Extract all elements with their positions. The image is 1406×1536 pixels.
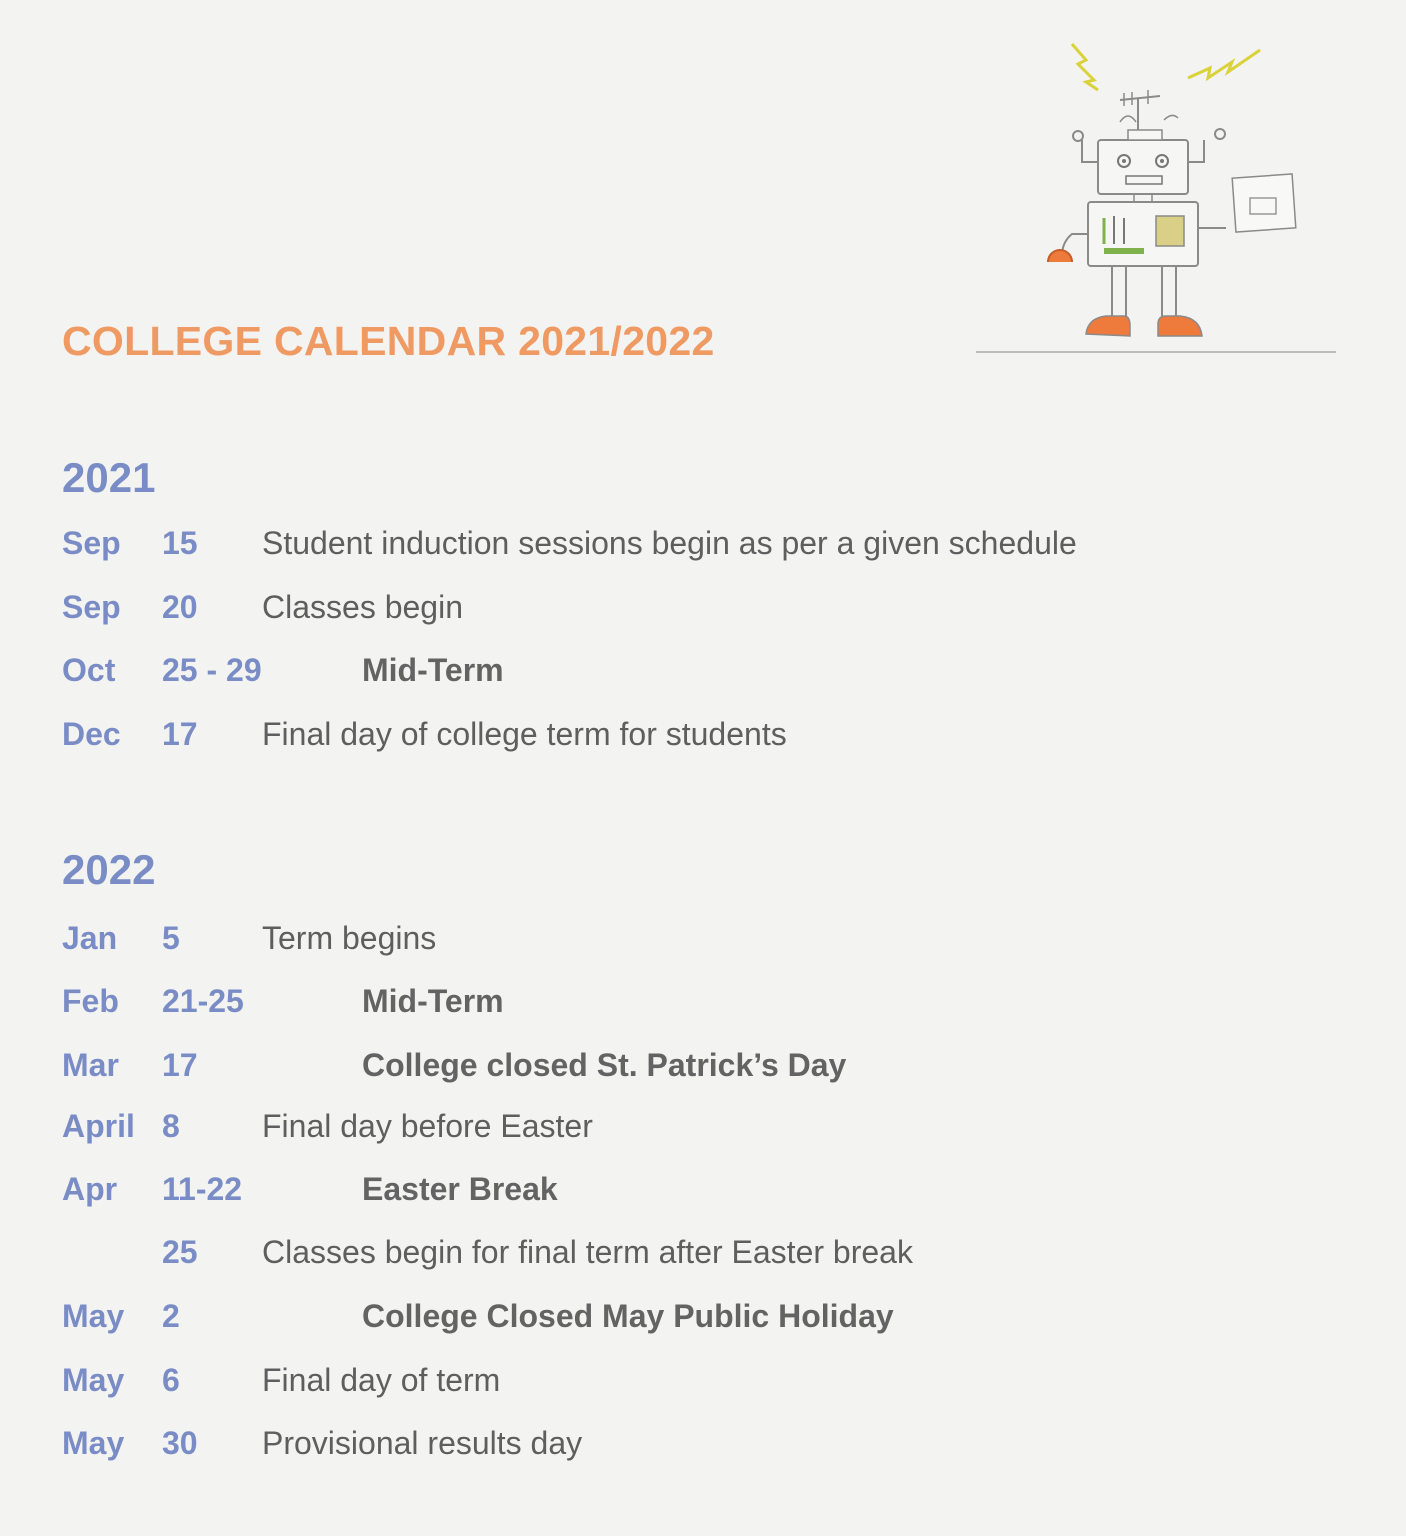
year-heading: 2022 xyxy=(62,846,156,893)
calendar-entry xyxy=(0,1425,1406,1469)
calendar-entry xyxy=(0,1298,1406,1342)
entry-event: Student induction sessions begin as per a given schedule xyxy=(262,525,1077,561)
entry-month: Mar xyxy=(62,1047,119,1083)
calendar-entry xyxy=(0,652,1406,696)
entry-event: Term begins xyxy=(262,920,437,956)
entry-month: April xyxy=(62,1108,135,1144)
entry-month: Sep xyxy=(62,589,121,625)
lightning-bolt-icon xyxy=(1188,50,1260,78)
entry-day: 25 xyxy=(162,1234,198,1270)
entry-day: 30 xyxy=(162,1425,198,1461)
entry-day: 17 xyxy=(162,716,198,752)
year-heading: 2021 xyxy=(62,454,156,501)
entry-event: Easter Break xyxy=(362,1171,558,1207)
calendar-entry xyxy=(0,1171,1406,1215)
entry-month: May xyxy=(62,1362,125,1398)
entry-day: 15 xyxy=(162,525,198,561)
entry-day: 20 xyxy=(162,589,198,625)
entry-month: Sep xyxy=(62,525,121,561)
robot-illustration xyxy=(1020,38,1320,358)
entry-event: Mid-Term xyxy=(362,983,504,1019)
entry-day: 25 - 29 xyxy=(162,652,262,688)
calendar-entry xyxy=(0,1234,1406,1278)
robot-icon xyxy=(1020,38,1320,358)
page-title: COLLEGE CALENDAR 2021/2022 xyxy=(62,318,715,364)
entry-month: Jan xyxy=(62,920,118,956)
entry-month: Oct xyxy=(62,652,116,688)
entry-event: College Closed May Public Holiday xyxy=(362,1298,894,1334)
entry-day: 17 xyxy=(162,1047,198,1083)
calendar-entry xyxy=(0,716,1406,760)
calendar-entry xyxy=(0,589,1406,633)
entry-event: Final day before Easter xyxy=(262,1108,593,1144)
entry-month: Dec xyxy=(62,716,121,752)
entry-event: Classes begin xyxy=(262,589,463,625)
divider xyxy=(976,351,1336,353)
calendar-entry xyxy=(0,920,1406,964)
calendar-entry xyxy=(0,1108,1406,1152)
entry-event: Provisional results day xyxy=(262,1425,583,1461)
entry-month: Apr xyxy=(62,1171,118,1207)
entry-event: Classes begin for final term after Easter break xyxy=(262,1234,913,1270)
entry-day: 11-22 xyxy=(162,1171,243,1207)
entry-event: Final day of term xyxy=(262,1362,501,1398)
entry-day: 2 xyxy=(162,1298,180,1334)
calendar-entry xyxy=(0,1362,1406,1406)
entry-event: College closed St. Patrick’s Day xyxy=(362,1047,847,1083)
entry-day: 21-25 xyxy=(162,983,244,1019)
calendar-entry xyxy=(0,525,1406,569)
entry-day: 5 xyxy=(162,920,180,956)
entry-day: 6 xyxy=(162,1362,180,1398)
calendar-entry xyxy=(0,1047,1406,1091)
entry-event: Final day of college term for students xyxy=(262,716,787,752)
lightning-bolt-icon xyxy=(1072,44,1098,90)
calendar-entry xyxy=(0,983,1406,1027)
entry-month: May xyxy=(62,1425,125,1461)
entry-month: Feb xyxy=(62,983,119,1019)
entry-day: 8 xyxy=(162,1108,180,1144)
entry-month: May xyxy=(62,1298,125,1334)
entry-event: Mid-Term xyxy=(362,652,504,688)
